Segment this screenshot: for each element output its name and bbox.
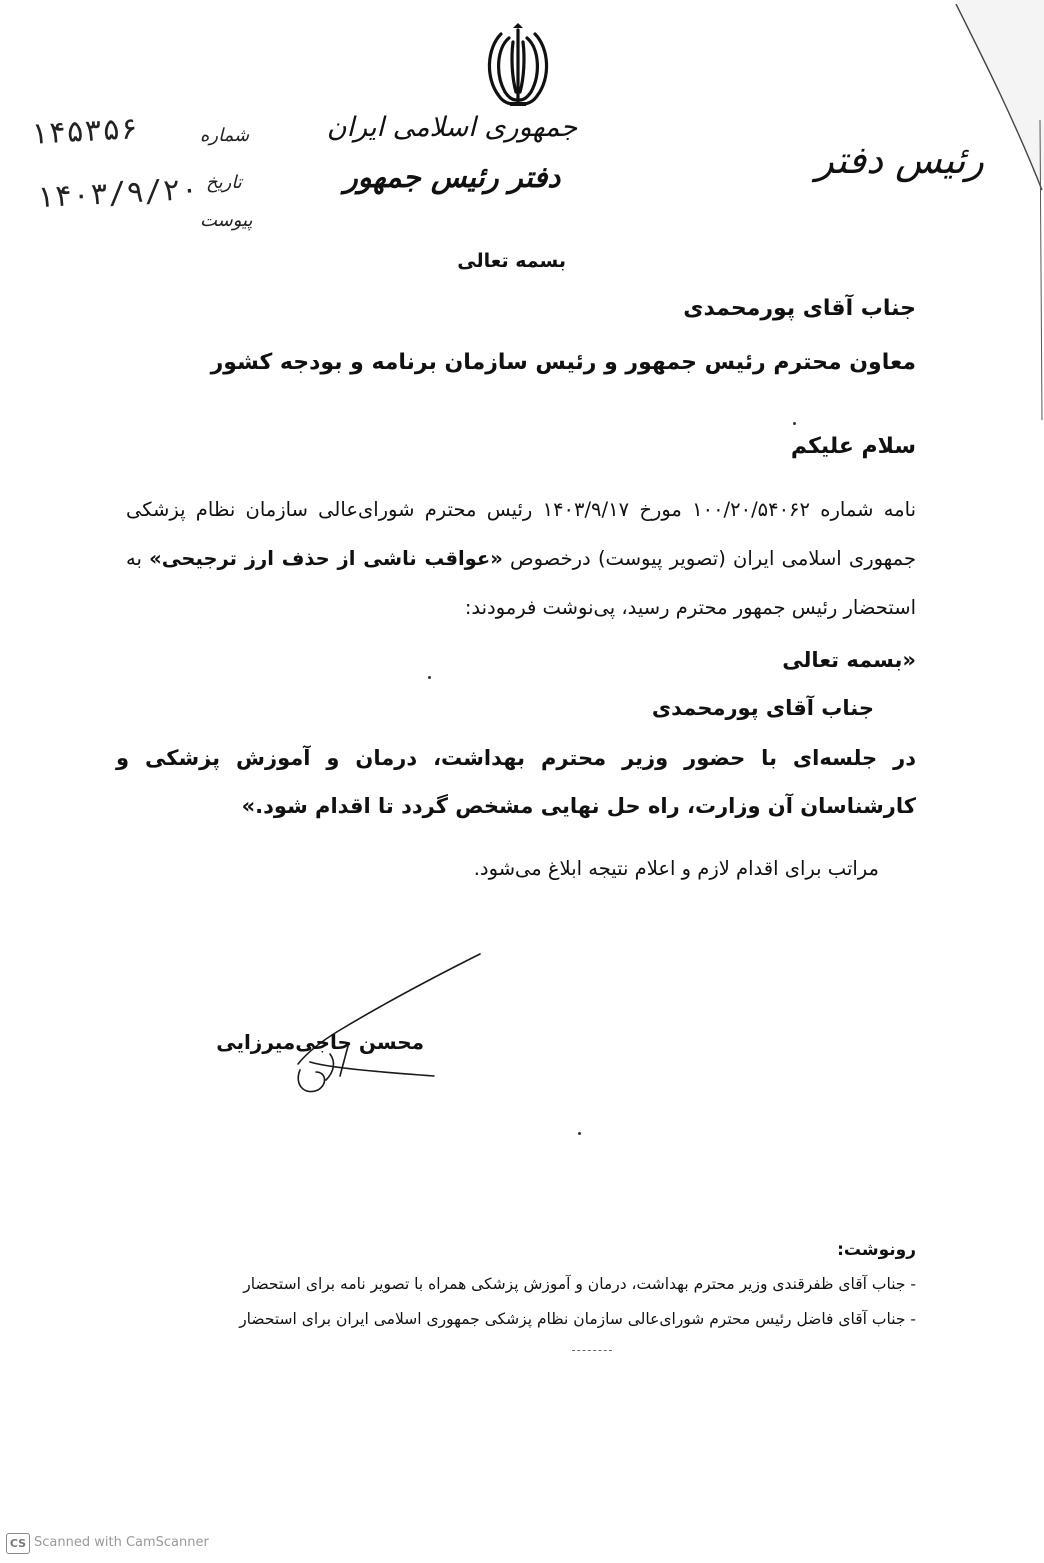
handwritten-signature xyxy=(270,950,490,1100)
scan-speck xyxy=(578,1132,581,1135)
quote-body: در جلسه‌ای با حضور وزیر محترم بهداشت، درمان و آموزش پزشکی و کارشناسان آن وزارت، راه حل نهایی مشخص گردد تا اقدام شود.» xyxy=(116,746,916,818)
reference-date-value: ۱۴۰۳/۹/۲۰ xyxy=(35,171,200,216)
scanner-watermark: Scanned with CamScanner xyxy=(34,1535,209,1550)
reference-attachment-label: پیوست xyxy=(200,210,253,231)
page-edge-shadow xyxy=(954,0,1044,420)
letterhead-republic: جمهوری اسلامی ایران xyxy=(326,112,578,143)
copies-title: رونوشت: xyxy=(837,1240,916,1260)
head-of-office-title: رئیس دفتر xyxy=(815,138,984,182)
recipient-name: جناب آقای پورمحمدی xyxy=(683,296,916,321)
scan-speck xyxy=(428,676,431,679)
reference-number-value: ۱۴۵۳۵۶ xyxy=(29,111,140,152)
recipient-title: معاون محترم رئیس جمهور و رئیس سازمان برنامه و بودجه کشور xyxy=(210,350,916,375)
signatory-name: محسن حاجی‌میرزایی xyxy=(216,1030,424,1054)
paragraph-text-start: نامه شماره ۱۰۰/۲۰/۵۴۰۶۲ مورخ ۱۴۰۳/۹/۱۷ رئیس محترم شورای‌عالی سازمان نظام پزشکی جمهوری اسلامی ایران (تصویر پیوست) درخصوص xyxy=(126,498,916,570)
greeting: سلام علیکم xyxy=(790,434,916,459)
camscanner-logo: CS xyxy=(6,1533,30,1554)
paragraph-subject-highlight: «عواقب ناشی از حذف ارز ترجیحی» xyxy=(149,547,503,570)
salutation-heading: بسمه تعالی xyxy=(457,250,566,272)
scan-speck xyxy=(793,422,796,425)
reference-date-label: تاریخ xyxy=(206,172,242,193)
copy-recipient: - جناب آقای ظفرقندی وزیر محترم بهداشت، درمان و آموزش پزشکی همراه با تصویر نامه برای استحضار xyxy=(243,1275,916,1293)
paragraph-text-end: به استحضار رئیس جمهور محترم رسید، پی‌نوشت فرمودند: xyxy=(126,547,916,619)
closing-sentence: مراتب برای اقدام لازم و اعلام نتیجه ابلاغ می‌شود. xyxy=(473,857,879,880)
national-emblem-icon xyxy=(483,22,553,110)
reference-number-label: شماره xyxy=(200,125,250,146)
copy-recipient: - جناب آقای فاضل رئیس محترم شورای‌عالی سازمان نظام پزشکی جمهوری اسلامی ایران برای استحضار xyxy=(239,1310,916,1328)
quote-recipient-name: جناب آقای پورمحمدی xyxy=(651,696,874,720)
scan-mark xyxy=(572,1350,612,1352)
letter-paragraph xyxy=(126,485,916,632)
letterhead-office: دفتر رئیس جمهور xyxy=(343,160,561,194)
quote-heading: «بسمه تعالی xyxy=(782,648,916,672)
